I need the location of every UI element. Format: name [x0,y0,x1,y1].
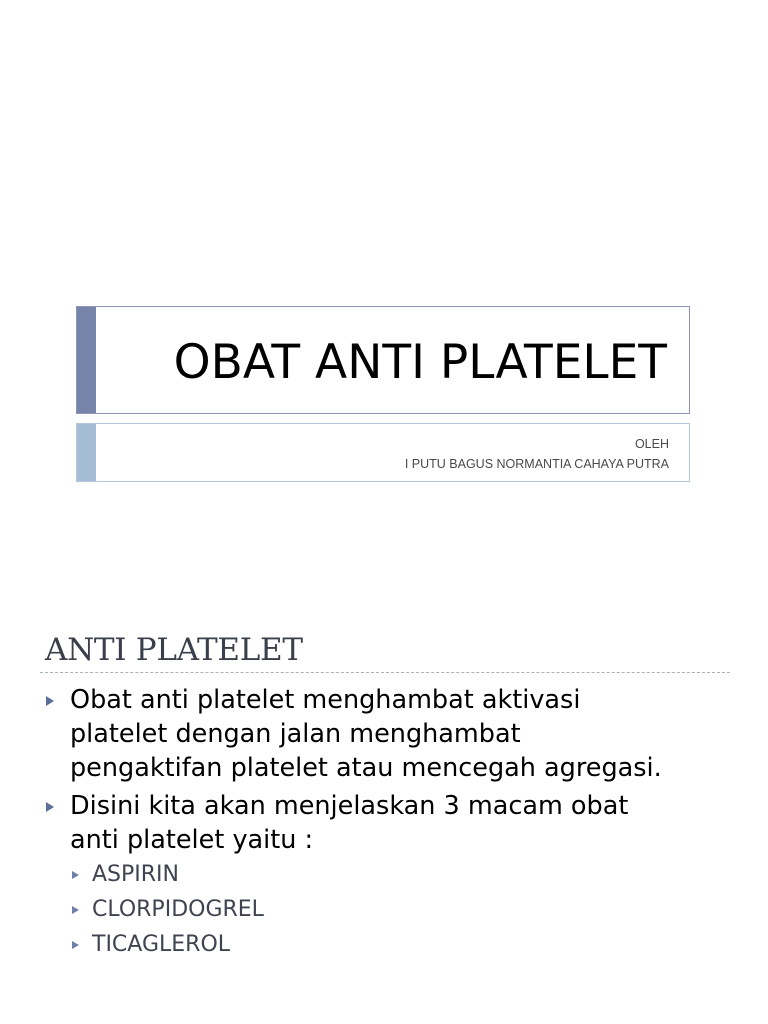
bullet-list [44,683,744,966]
subtitle-box [76,423,690,482]
content-slide-title: ANTI PLATELET [45,632,303,668]
sub-bullet-list [70,857,744,962]
subtitle-accent-bar [77,424,96,481]
triangle-bullet-icon [46,696,54,706]
sub-bullet-item-aspirin [70,857,744,892]
sub-bullet-item-ticaglerol [70,927,744,962]
sub-bullet-label: TICAGLEROL [92,932,231,957]
bullet-line: anti platelet yaitu : [70,825,314,855]
subtitle-line-oleh: OLEH [634,437,669,451]
title-divider [40,672,730,673]
sub-bullet-item-clorpidogrel [70,892,744,927]
bullet-line: pengaktifan platelet atau mencegah agregasi. [70,753,662,783]
bullet-line: Disini kita akan menjelaskan 3 macam obat [70,791,629,821]
subtitle [405,434,669,474]
title-accent-bar [77,307,96,413]
slide-title: OBAT ANTI PLATELET [173,335,667,390]
triangle-bullet-icon [72,941,79,949]
bullet-item [44,683,744,785]
content-slide [0,600,768,1024]
sub-bullet-label: ASPIRIN [92,862,180,887]
triangle-bullet-icon [72,906,79,914]
bullet-line: Obat anti platelet menghambat aktivasi [70,685,581,715]
sub-bullet-label: CLORPIDOGREL [92,897,264,922]
subtitle-line-author: I PUTU BAGUS NORMANTIA CAHAYA PUTRA [404,457,669,471]
triangle-bullet-icon [72,871,79,879]
triangle-bullet-icon [46,802,54,812]
bullet-line: platelet dengan jalan menghambat [70,719,521,749]
bullet-item [44,789,744,962]
title-box [76,306,690,414]
